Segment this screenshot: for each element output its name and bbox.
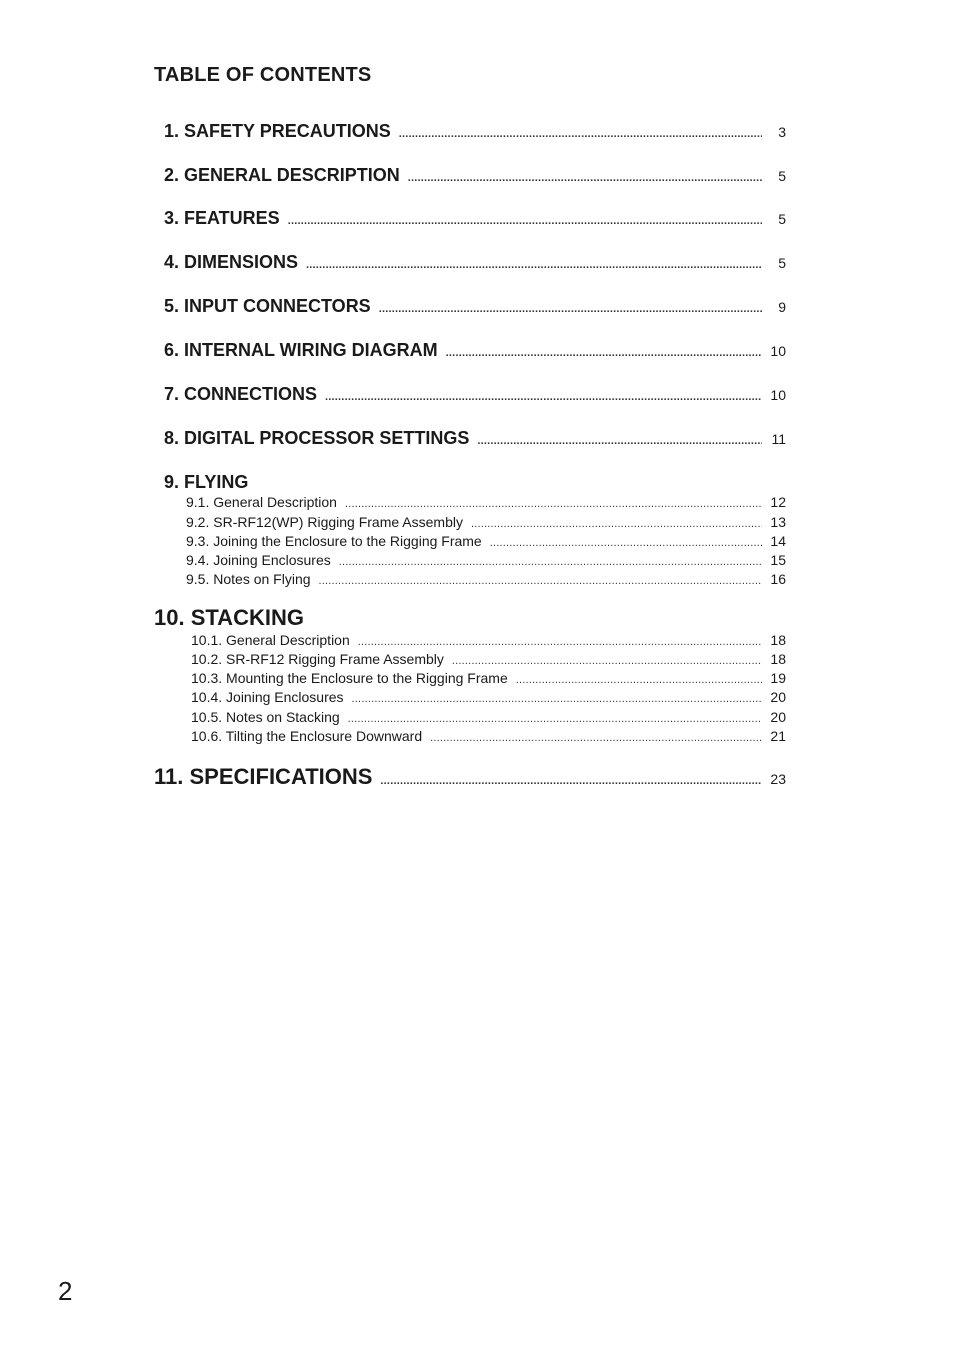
dot-leader [348,713,762,725]
toc-subentry-page: 14 [770,533,786,549]
toc-entry-label: 2. GENERAL DESCRIPTION [164,165,400,185]
toc-entry-page: 10 [770,387,786,403]
toc-entry-label: 3. FEATURES [164,208,280,228]
toc-entry-label: 7. CONNECTIONS [164,384,318,404]
toc-entry-label: 4. DIMENSIONS [164,252,299,272]
toc-subentry-label: 9.2. SR-RF12(WP) Rigging Frame Assembly [186,514,463,530]
toc-subentry-label: 9.5. Notes on Flying [186,571,311,587]
dot-leader [288,215,762,227]
dot-leader [477,435,762,447]
dot-leader [490,537,762,549]
toc-subentry-page: 13 [770,514,786,530]
toc-subentry-page: 16 [770,571,786,587]
toc-subentry-label: 10.3. Mounting the Enclosure to the Rigging Frame [191,670,508,686]
toc-entry-page: 5 [778,211,786,227]
toc-entry-page: 10 [770,343,786,359]
dot-leader [516,674,762,686]
section-heading-flying[interactable]: 9. FLYING [164,472,249,492]
toc-entry-page: 9 [778,299,786,315]
toc-subentry-page: 21 [770,728,786,744]
page-title: TABLE OF CONTENTS [154,64,372,86]
toc-entry-safety-precautions[interactable] [164,121,786,142]
toc-subentry-page: 18 [770,651,786,667]
dot-leader [446,347,762,359]
toc-subentry[interactable] [186,494,786,510]
toc-subentry-page: 20 [770,709,786,725]
dot-leader [399,128,762,140]
dot-leader [325,391,762,403]
toc-entry-digital-processor-settings[interactable] [164,428,786,449]
toc-entry-connections[interactable] [164,384,786,405]
toc-entry-general-description[interactable] [164,165,786,186]
dot-leader [358,636,762,648]
toc-subentry-label: 10.6. Tilting the Enclosure Downward [191,728,423,744]
toc-subentry[interactable] [191,728,786,744]
dot-leader [345,498,762,510]
toc-subentry-page: 12 [770,494,786,510]
toc-subentry-label: 9.3. Joining the Enclosure to the Rigging Frame [186,533,482,549]
toc-subentry[interactable] [186,552,786,568]
dot-leader [306,259,762,271]
toc-subentry-label: 10.2. SR-RF12 Rigging Frame Assembly [191,651,444,667]
toc-subentry[interactable] [191,689,786,705]
toc-subentry[interactable] [186,571,786,587]
toc-entry-page: 5 [778,255,786,271]
toc-entry-input-connectors[interactable] [164,296,786,317]
toc-subentry-label: 10.4. Joining Enclosures [191,689,344,705]
toc-entry-label: 6. INTERNAL WIRING DIAGRAM [164,340,438,360]
toc-entry-page: 23 [770,771,786,787]
toc-entry-label: 8. DIGITAL PROCESSOR SETTINGS [164,428,470,448]
toc-subentry-page: 19 [770,670,786,686]
toc-entry-label: 5. INPUT CONNECTORS [164,296,371,316]
dot-leader [352,693,762,705]
toc-entry-internal-wiring-diagram[interactable] [164,340,786,361]
dot-leader [319,575,762,587]
toc-subentry-page: 20 [770,689,786,705]
toc-subentry-page: 15 [770,552,786,568]
toc-entry-features[interactable] [164,208,786,229]
dot-leader [379,303,762,315]
toc-subentry-label: 9.4. Joining Enclosures [186,552,331,568]
dot-leader [339,556,762,568]
toc-entry-specifications[interactable] [154,764,786,790]
toc-entry-page: 5 [778,168,786,184]
toc-subentry-label: 10.1. General Description [191,632,350,648]
toc-entry-label: 1. SAFETY PRECAUTIONS [164,121,391,141]
toc-subentry[interactable] [186,514,786,530]
dot-leader [452,655,762,667]
toc-subentry[interactable] [191,632,786,648]
page-number: 2 [58,1276,73,1306]
toc-subentry[interactable] [186,533,786,549]
section-heading-stacking[interactable]: 10. STACKING [154,605,304,630]
toc-subentry-label: 10.5. Notes on Stacking [191,709,340,725]
toc-entry-dimensions[interactable] [164,252,786,273]
toc-entry-label: 11. SPECIFICATIONS [154,764,373,789]
toc-subentry-page: 18 [770,632,786,648]
toc-subentry[interactable] [191,709,786,725]
toc-subentry-label: 9.1. General Description [186,494,337,510]
toc-entry-page: 11 [771,431,786,447]
toc-entry-page: 3 [778,124,786,140]
dot-leader [471,518,762,530]
toc-subentry[interactable] [191,651,786,667]
dot-leader [430,732,762,744]
toc-subentry[interactable] [191,670,786,686]
dot-leader [408,172,762,184]
dot-leader [380,775,762,787]
